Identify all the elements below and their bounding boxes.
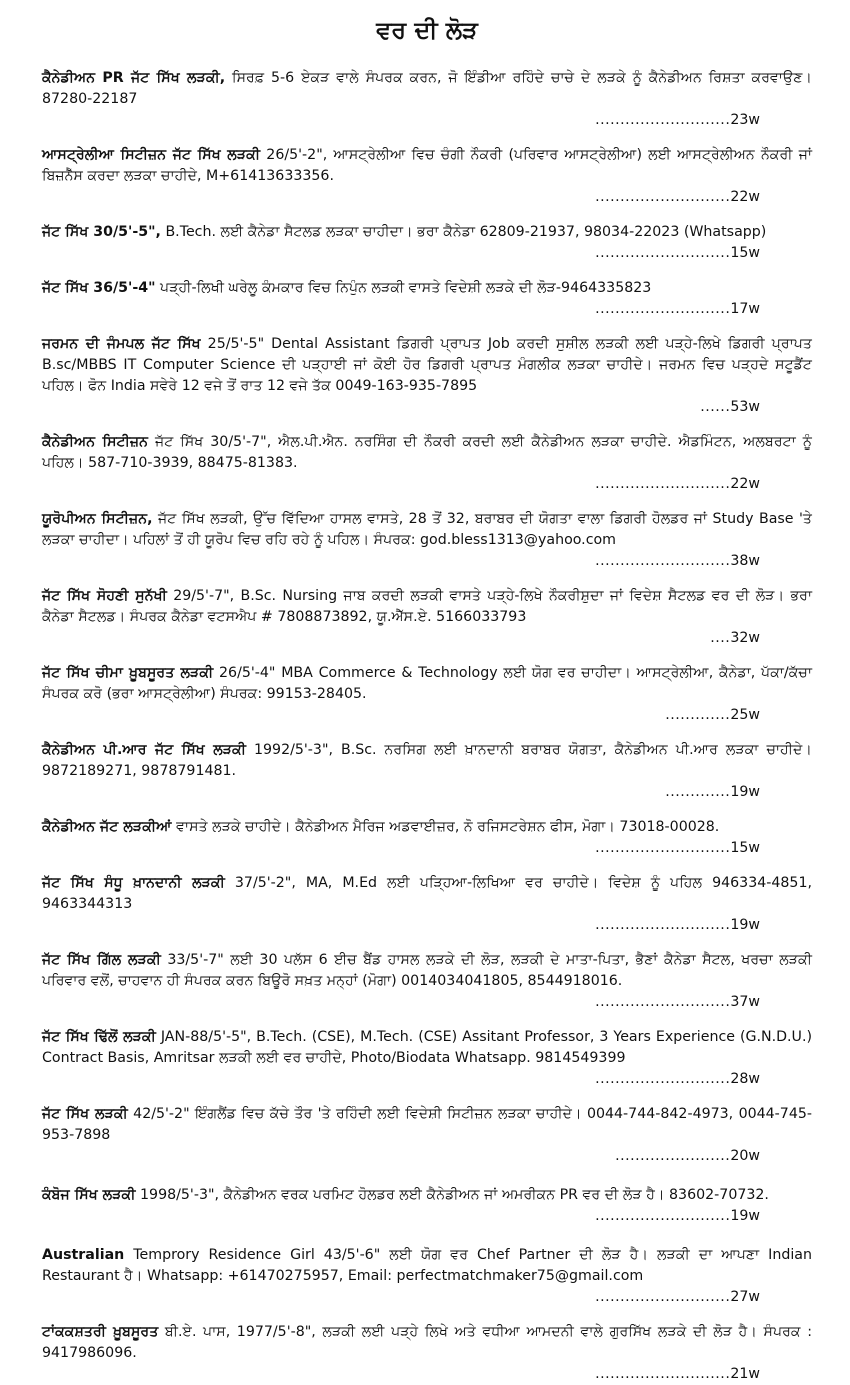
ad-body: 25/5'-5" Dental Assistant ਡਿਗਰੀ ਪ੍ਰਾਪਤ Job ਕਰਦੀ ਸੁਸ਼ੀਲ ਲੜਕੀ ਲਈ ਪੜ੍ਹੇ-ਲਿਖੇ ਡਿਗਰੀ ਪ੍ਰਾਪਤ B.sc/MBBS IT Computer Science ਦੀ ਪੜ੍ਹਾਈ ਜਾਂ ਕੋਈ ਹੋਰ ਡਿਗਰੀ ਪ੍ਰਾਪਤ ਮੰਗਲੀਕ ਲੜਕਾ ਚਾਹੀਦੇ। ਜਰਮਨ ਵਿਚ ਪੜ੍ਹਦੇ ਸਟੂਡੈਂਟ ਪਹਿਲ। ਫੋਨ India ਸਵੇਰੇ 12 ਵਜੇ ਤੋਂ ਰਾਤ 12 ਵਜੇ ਤੱਕ 0049-163-935-7895 <box>42 336 812 394</box>
ad-code-line <box>42 1206 812 1227</box>
ad-heading: ਜੱਟ ਸਿੱਖ ਸੋਹਣੀ ਸੁਨੱਖੀ <box>42 588 167 604</box>
ad-text <box>42 873 812 915</box>
classified-ad <box>42 1322 812 1385</box>
ad-code-line <box>42 915 812 936</box>
ad-leader-dots: ....................... <box>615 1148 731 1164</box>
ad-code-line <box>42 243 812 264</box>
ad-body: ਜੱਟ ਸਿੱਖ 30/5'-7", ਐਲ.ਪੀ.ਐਨ. ਨਰਸਿੰਗ ਦੀ ਨੌਕਰੀ ਕਰਦੀ ਲਈ ਕੈਨੇਡੀਅਨ ਲੜਕਾ ਚਾਹੀਦੇ. ਐਡਮਿੰਟਨ, ਅਲਬਰਟਾ ਨੂੰ ਪਹਿਲ। 587-710-3939, 88475-81383. <box>42 434 812 471</box>
ad-body: 1998/5'-3", ਕੈਨੇਡੀਅਨ ਵਰਕ ਪਰਮਿਟ ਹੋਲਡਰ ਲਈ ਕੈਨੇਡੀਅਨ ਜਾਂ ਅਮਰੀਕਨ PR ਵਰ ਦੀ ਲੋੜ ਹੈ। 83602-70732. <box>135 1187 769 1203</box>
ad-code: 23w <box>730 112 760 128</box>
ad-text <box>42 1322 812 1364</box>
ad-code: 15w <box>730 245 760 261</box>
ad-code-line <box>42 782 812 803</box>
ad-heading: ਜੱਟ ਸਿੱਖ ਲੜਕੀ <box>42 1106 128 1122</box>
ad-heading: ਜੱਟ ਸਿੱਖ 30/5'-5", <box>42 224 161 240</box>
ad-code: 19w <box>730 917 760 933</box>
classified-ad <box>42 740 812 803</box>
ad-heading: ਕੈਨੇਡੀਅਨ PR ਜੱਟ ਸਿੱਖ ਲੜਕੀ, <box>42 70 226 86</box>
ad-code-line <box>42 705 812 726</box>
ad-leader-dots: ............. <box>665 784 731 800</box>
ad-code: 20w <box>730 1148 760 1164</box>
ad-code-line <box>42 474 812 495</box>
ad-heading: ਜੱਟ ਸਿੱਖ ਗਿੱਲ ਲੜਕੀ <box>42 952 161 968</box>
ad-leader-dots: ........................... <box>595 189 731 205</box>
ad-code: 25w <box>730 707 760 723</box>
ad-leader-dots: .... <box>710 630 731 646</box>
ad-text <box>42 432 812 474</box>
ad-text <box>42 334 812 397</box>
ad-code: 15w <box>730 840 760 856</box>
ad-code: 19w <box>730 1208 760 1224</box>
ad-text <box>42 222 812 243</box>
page-title: ਵਰ ਦੀ ਲੋੜ <box>376 16 478 44</box>
ad-leader-dots: ........................... <box>595 1366 731 1382</box>
classified-ad <box>42 432 812 495</box>
ad-list <box>42 68 812 1385</box>
ad-body: 42/5'-2" ਇੰਗਲੈਂਡ ਵਿਚ ਕੱਚੇ ਤੌਰ 'ਤੇ ਰਹਿੰਦੀ ਲਈ ਵਿਦੇਸ਼ੀ ਸਿਟੀਜ਼ਨ ਲੜਕਾ ਚਾਹੀਦੇ। 0044-744-842-4973, 0044-745-953-7898 <box>42 1106 812 1143</box>
ad-text <box>42 663 812 705</box>
ad-text <box>42 586 812 628</box>
ad-body: Temprory Residence Girl 43/5'-6" ਲਈ ਯੋਗ ਵਰ Chef Partner ਦੀ ਲੋੜ ਹੈ। ਲੜਕੀ ਦਾ ਆਪਣਾ Indian Restaurant ਹੈ। Whatsapp: +61470275957, Email: perfectmatchmaker75@gmail.com <box>42 1247 812 1284</box>
ad-code: 17w <box>730 301 760 317</box>
ad-code-line <box>42 187 812 208</box>
ad-body: JAN-88/5'-5", B.Tech. (CSE), M.Tech. (CSE) Assitant Professor, 3 Years Experience (G.N.D.U.) Contract Basis, Amritsar ਲੜਕੀ ਲਈ ਵਰ ਚਾਹੀਦੇ, Photo/Biodata Whatsapp. 9814549399 <box>42 1029 812 1066</box>
ad-body: 26/5'-2", ਆਸਟ੍ਰੇਲੀਆ ਵਿਚ ਚੰਗੀ ਨੌਕਰੀ (ਪਰਿਵਾਰ ਆਸਟ੍ਰੇਲੀਆ) ਲਈ ਆਸਟ੍ਰੇਲੀਅਨ ਨੌਕਰੀ ਜਾਂ ਬਿਜ਼ਨੈੱਸ ਕਰਦਾ ਲੜਕਾ ਚਾਹੀਦੇ, M+61413633356. <box>42 147 812 184</box>
ad-body: ਜੱਟ ਸਿੱਖ ਲੜਕੀ, ਉੱਚ ਵਿੱਦਿਆ ਹਾਸਲ ਵਾਸਤੇ, 28 ਤੋਂ 32, ਬਰਾਬਰ ਦੀ ਯੋਗਤਾ ਵਾਲਾ ਡਿਗਰੀ ਹੋਲਡਰ ਜਾਂ Study Base 'ਤੇ ਲੜਕਾ ਚਾਹੀਦਾ। ਪਹਿਲਾਂ ਤੋਂ ਹੀ ਯੂਰੋਪ ਵਿਚ ਰਹਿ ਰਹੇ ਨੂੰ ਪਹਿਲ। ਸੰਪਰਕ: god.bless1313@yahoo.com <box>42 511 812 548</box>
ad-body: 33/5'-7" ਲਈ 30 ਪਲੱਸ 6 ਈਚ ਬੈਂਡ ਹਾਸਲ ਲੜਕੇ ਦੀ ਲੋੜ, ਲੜਕੀ ਦੇ ਮਾਤਾ-ਪਿਤਾ, ਭੈਣਾਂ ਕੈਨੇਡਾ ਸੈਟਲ, ਖਰਚਾ ਲੜਕੀ ਪਰਿਵਾਰ ਵਲੋਂ, ਚਾਹਵਾਨ ਹੀ ਸੰਪਰਕ ਕਰਨ ਬਿਊਰੋ ਸਖ਼ਤ ਮਨ੍ਹਾਂ (ਮੋਗਾ) 0014034041805, 8544918016. <box>42 952 813 989</box>
ad-code: 22w <box>730 189 760 205</box>
ad-code: 38w <box>730 553 760 569</box>
ad-heading: ਕੈਨੇਡੀਅਨ ਜੱਟ ਲੜਕੀਆਂ <box>42 819 172 835</box>
classified-ad <box>42 145 812 208</box>
ad-code: 19w <box>730 784 760 800</box>
ad-code-line <box>42 110 812 131</box>
ad-body: 26/5'-4" MBA Commerce & Technology ਲਈ ਯੋਗ ਵਰ ਚਾਹੀਦਾ। ਆਸਟ੍ਰੇਲੀਆ, ਕੈਨੇਡਾ, ਪੱਕਾ/ਕੱਚਾ ਸੰਪਰਕ ਕਰੋ (ਭਰਾ ਆਸਟ੍ਰੇਲੀਆ) ਸੰਪਰਕ: 99153-28405. <box>42 665 813 702</box>
ad-code-line <box>42 1069 812 1090</box>
ad-text <box>42 145 812 187</box>
ad-leader-dots: ........................... <box>595 112 731 128</box>
ad-heading: ਜੱਟ ਸਿੱਖ ਢਿੱਲੋਂ ਲੜਕੀ <box>42 1029 156 1045</box>
ad-body: 1992/5'-3", B.Sc. ਨਰਸਿਗ ਲਈ ਖ਼ਾਨਦਾਨੀ ਬਰਾਬਰ ਯੋਗਤਾ, ਕੈਨੇਡੀਅਨ ਪੀ.ਆਰ ਲੜਕਾ ਚਾਹੀਦੇ। 9872189271, 9878791481. <box>42 742 812 779</box>
ad-text <box>42 1027 812 1069</box>
ad-heading: ਆਸਟ੍ਰੇਲੀਆ ਸਿਟੀਜ਼ਨ ਜੱਟ ਸਿੱਖ ਲੜਕੀ <box>42 147 261 163</box>
ad-leader-dots: ........................... <box>595 840 731 856</box>
ad-text <box>42 1245 812 1287</box>
ad-text <box>42 1185 812 1206</box>
ad-code-line <box>42 1287 812 1308</box>
ad-text <box>42 509 812 551</box>
ad-body: 37/5'-2", MA, M.Ed ਲਈ ਪੜ੍ਹਿਆ-ਲਿਖਿਆ ਵਰ ਚਾਹੀਦੇ। ਵਿਦੇਸ਼ ਨੂੰ ਪਹਿਲ 946334-4851, 9463344313 <box>42 875 812 912</box>
ad-leader-dots: ........................... <box>595 1289 731 1305</box>
ad-heading: ਜਰਮਨ ਦੀ ਜੰਮਪਲ ਜੱਟ ਸਿੱਖ <box>42 336 201 352</box>
ad-code: 28w <box>730 1071 760 1087</box>
ad-code-line <box>42 628 812 649</box>
ad-code: 37w <box>730 994 760 1010</box>
classified-ad <box>42 509 812 572</box>
ad-leader-dots: ...... <box>700 399 731 415</box>
ad-text <box>42 740 812 782</box>
ad-leader-dots: ........................... <box>595 1208 731 1224</box>
ad-body: B.Tech. ਲਈ ਕੈਨੇਡਾ ਸੈਟਲਡ ਲੜਕਾ ਚਾਹੀਦਾ। ਭਰਾ ਕੈਨੇਡਾ 62809-21937, 98034-22023 (Whatsapp) <box>160 224 767 240</box>
ad-leader-dots: ........................... <box>595 476 731 492</box>
ad-code-line <box>42 1146 812 1167</box>
ad-heading: ਕੈਨੇਡੀਅਨ ਪੀ.ਆਰ ਜੱਟ ਸਿੱਖ ਲੜਕੀ <box>42 742 246 758</box>
ad-code-line <box>42 397 812 418</box>
ad-body: ਸਿਰਫ਼ 5-6 ਏਕੜ ਵਾਲੇ ਸੰਪਰਕ ਕਰਨ, ਜੋ ਇੰਡੀਆ ਰਹਿੰਦੇ ਚਾਚੇ ਦੇ ਲੜਕੇ ਨੂੰ ਕੈਨੇਡੀਅਨ ਰਿਸ਼ਤਾ ਕਰਵਾਉਣ। 87280-22187 <box>42 70 812 107</box>
ad-code-line <box>42 838 812 859</box>
ad-code: 22w <box>730 476 760 492</box>
classified-ad <box>42 1185 812 1227</box>
ad-leader-dots: ........................... <box>595 1071 731 1087</box>
ad-heading: ਕੈਨੇਡੀਅਨ ਸਿਟੀਜ਼ਨ <box>42 434 148 450</box>
classified-ad <box>42 1104 812 1167</box>
ad-body: ਪੜ੍ਹੀ-ਲਿਖੀ ਘਰੇਲੂ ਕੰਮਕਾਰ ਵਿਚ ਨਿਪੁੰਨ ਲੜਕੀ ਵਾਸਤੇ ਵਿਦੇਸ਼ੀ ਲੜਕੇ ਦੀ ਲੋੜ-9464335823 <box>155 280 652 296</box>
ad-text <box>42 817 812 838</box>
ad-heading: ਜੱਟ ਸਿੱਖ ਸੰਧੂ ਖ਼ਾਨਦਾਨੀ ਲੜਕੀ <box>42 875 225 891</box>
ad-leader-dots: ............. <box>665 707 731 723</box>
ad-leader-dots: ........................... <box>595 917 731 933</box>
ad-text <box>42 950 812 992</box>
ad-leader-dots: ........................... <box>595 301 731 317</box>
ad-code-line <box>42 551 812 572</box>
ad-heading: ਜੱਟ ਸਿੱਖ 36/5'-4" <box>42 280 156 296</box>
ad-heading: ਟਾਂਕਕਸ਼ਤਰੀ ਖ਼ੂਬਸੂਰਤ <box>42 1324 159 1340</box>
ad-code: 53w <box>730 399 760 415</box>
ad-leader-dots: ........................... <box>595 245 731 261</box>
ad-code-line <box>42 1364 812 1385</box>
ad-text <box>42 1104 812 1146</box>
ad-code: 27w <box>730 1289 760 1305</box>
ad-body: ਬੀ.ਏ. ਪਾਸ, 1977/5'-8", ਲੜਕੀ ਲਈ ਪੜ੍ਹੇ ਲਿਖੇ ਅਤੇ ਵਧੀਆ ਆਮਦਨੀ ਵਾਲੇ ਗੁਰਸਿੱਖ ਲੜਕੇ ਦੀ ਲੋੜ ਹੈ। ਸੰਪਰਕ : 9417986096. <box>42 1324 812 1361</box>
ad-heading: ਕੰਬੋਜ ਸਿੱਖ ਲੜਕੀ <box>42 1187 136 1203</box>
ad-code: 32w <box>730 630 760 646</box>
ad-text <box>42 278 812 299</box>
ad-code-line <box>42 299 812 320</box>
classified-ad <box>42 663 812 726</box>
classified-ad <box>42 950 812 1013</box>
ad-leader-dots: ........................... <box>595 994 731 1010</box>
classified-ad <box>42 1027 812 1090</box>
ad-body: ਵਾਸਤੇ ਲੜਕੇ ਚਾਹੀਦੇ। ਕੈਨੇਡੀਅਨ ਮੈਰਿਜ ਅਡਵਾਈਜ਼ਰ, ਨੋ ਰਜਿਸਟਰੇਸ਼ਨ ਫੀਸ, ਮੋਗਾ। 73018-00028. <box>171 819 720 835</box>
ad-heading: Australian <box>42 1247 125 1263</box>
ad-leader-dots: ........................... <box>595 553 731 569</box>
ad-text <box>42 68 812 110</box>
ad-code-line <box>42 992 812 1013</box>
ad-heading: ਜੱਟ ਸਿੱਖ ਚੀਮਾ ਖ਼ੂਬਸੂਰਤ ਲੜਕੀ <box>42 665 214 681</box>
classified-ad <box>42 334 812 418</box>
ad-body: 29/5'-7", B.Sc. Nursing ਜਾਬ ਕਰਦੀ ਲੜਕੀ ਵਾਸਤੇ ਪੜ੍ਹੇ-ਲਿਖੇ ਨੌਕਰੀਸ਼ੁਦਾ ਜਾਂ ਵਿਦੇਸ਼ ਸੈਟਲਡ ਵਰ ਦੀ ਲੋੜ। ਭਰਾ ਕੈਨੇਡਾ ਸੈਟਲਡ। ਸੰਪਰਕ ਕੈਨੇਡਾ ਵਟਸਐਪ # 7808873892, ਯੂ.ਐੱਸ.ਏ. 5166033793 <box>42 588 812 625</box>
ad-code: 21w <box>730 1366 760 1382</box>
classified-ad <box>42 1245 812 1308</box>
classified-ad <box>42 873 812 936</box>
ad-heading: ਯੂਰੋਪੀਅਨ ਸਿਟੀਜ਼ਨ, <box>42 511 153 527</box>
classified-ad <box>42 278 812 320</box>
classified-ad <box>42 586 812 649</box>
classified-ad <box>42 222 812 264</box>
classified-ad <box>42 68 812 131</box>
classified-ad <box>42 817 812 859</box>
